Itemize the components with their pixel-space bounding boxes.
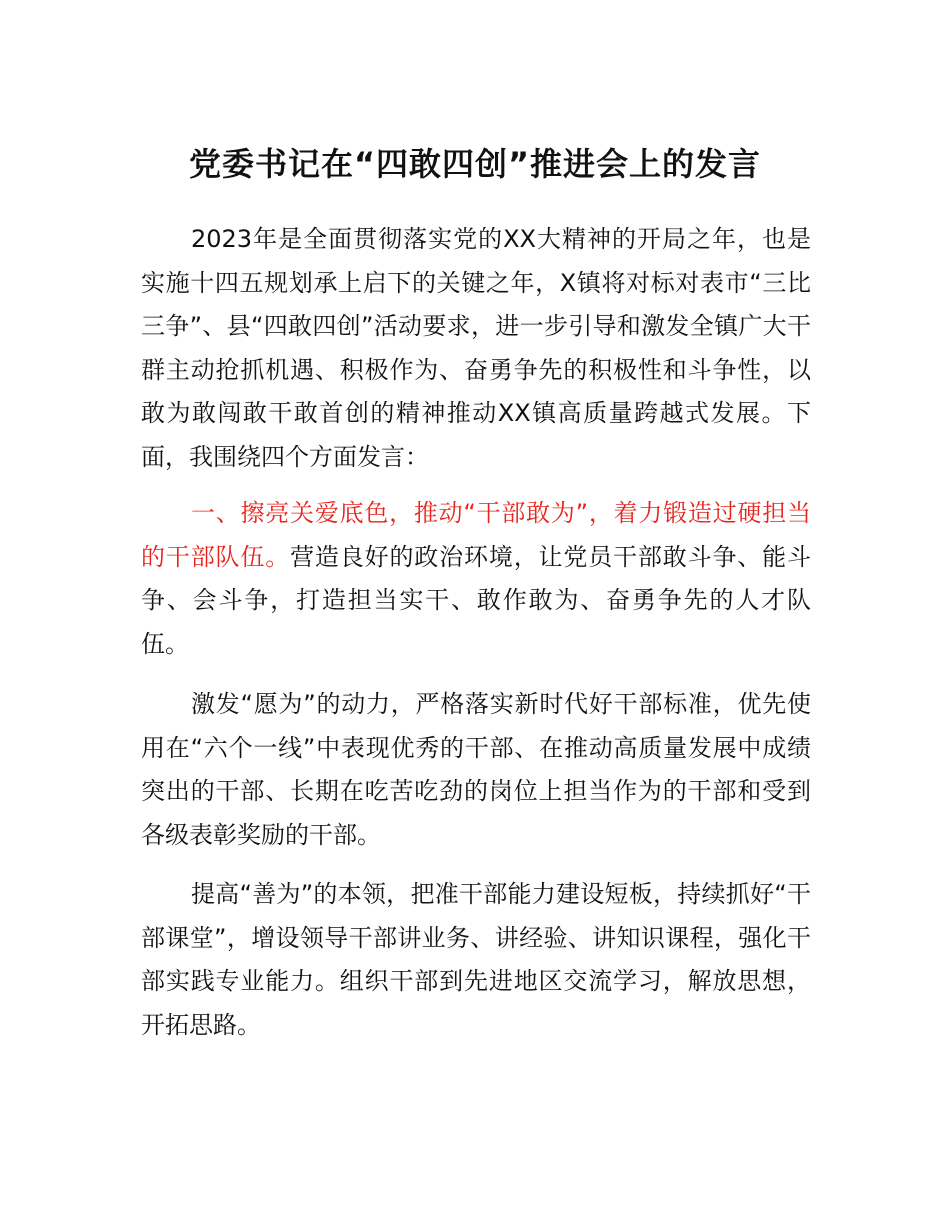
section-heading: 一、擦亮关爱底色，推动“干部敢为”，着力锻造过硬担当的干部队伍。 (141, 499, 811, 571)
paragraph-text: 提高“善为”的本领，把准干部能力建设短板，持续抓好“干部课堂”，增设领导干部讲业务、讲经验、讲知识课程，强化干部实践专业能力。组织干部到先进地区交流学习，解放思想，开拓思路。 (141, 880, 811, 1039)
paragraph-text: 2023年是全面贯彻落实党的XX大精神的开局之年，也是实施十四五规划承上启下的关键之年，X镇将对标对表市“三比三争”、县“四敢四创”活动要求，进一步引导和激发全镇广大干群主动抢抓机遇、积极作为、奋勇争先的积极性和斗争性，以敢为敢闯敢干敢首创的精神推动XX镇高质量跨越式发展。下面，我围绕四个方面发言： (141, 225, 811, 471)
paragraph-intro (141, 218, 811, 479)
paragraph-text: 激发“愿为”的动力，严格落实新时代好干部标准，优先使用在“六个一线”中表现优秀的干部、在推动高质量发展中成绩突出的干部、长期在吃苦吃劲的岗位上担当作为的干部和受到各级表彰奖励的干部。 (141, 690, 811, 849)
paragraph-motivation (141, 683, 811, 857)
paragraph-text: 营造良好的政治环境，让党员干部敢斗争、能斗争、会斗争，打造担当实干、敢作敢为、奋勇争先的人才队伍。 (141, 542, 811, 658)
paragraph-section-one (141, 492, 811, 666)
document-title: 党委书记在“四敢四创”推进会上的发言 (188, 145, 762, 183)
paragraph-capability (141, 873, 811, 1047)
